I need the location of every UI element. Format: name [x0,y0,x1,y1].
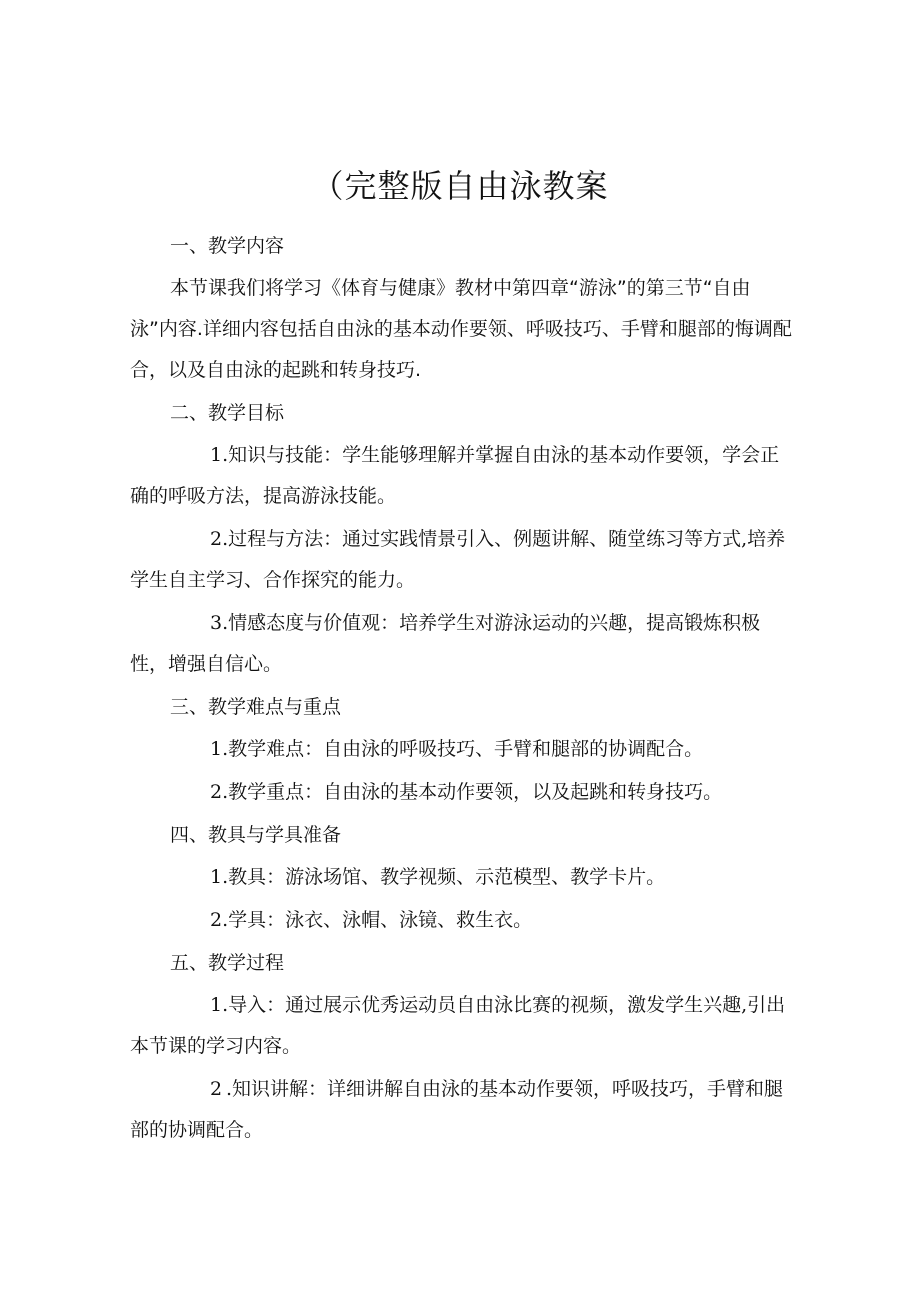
item-number: 2 [210,1078,223,1100]
section-heading: 二、教学目标 [170,402,285,424]
section-teaching-goals [130,393,796,685]
document-body [130,226,796,1153]
list-item [130,900,796,941]
document-title: （完整版自由泳教案 [311,167,609,205]
item-text: .教具：游泳场馆、教学视频、示范模型、教学卡片。 [222,866,666,888]
section-teaching-aids [130,815,796,941]
item-number: 2 [210,781,223,803]
list-item [130,772,796,813]
section-heading: 五、教学过程 [170,952,285,974]
item-number: 1 [210,994,223,1016]
item-text: .知识讲解：详细讲解自由泳的基本动作要领，呼吸技巧，手臂和腿部的协调配合。 [130,1078,784,1141]
item-number: 2 [210,528,223,550]
item-number: 2 [210,909,223,931]
list-item [130,603,796,685]
list-item [130,985,796,1067]
item-text: .教学难点：自由泳的呼吸技巧、手臂和腿部的协调配合。 [222,738,704,760]
item-text: .导入：通过展示优秀运动员自由泳比赛的视频，激发学生兴趣,引出本节课的学习内容。 [130,994,786,1057]
item-number: 1 [210,866,223,888]
section-paragraph: 本节课我们将学习《体育与健康》教材中第四章“游泳”的第三节“自由泳”内容.详细内容包括自由泳的基本动作要领、呼吸技巧、手臂和腿部的悔调配合，以及自由泳的起跳和转身技巧. [130,277,792,381]
item-text: .过程与方法：通过实践情景引入、例题讲解、随堂练习等方式,培养学生自主学习、合作探究的能力。 [130,528,786,591]
list-item [130,519,796,601]
list-item [130,435,796,517]
item-number: 3 [210,612,223,634]
section-heading: 一、教学内容 [170,235,285,257]
item-text: .教学重点：自由泳的基本动作要领，以及起跳和转身技巧。 [222,781,723,803]
item-text: .情感态度与价值观：培养学生对游泳运动的兴趣，提高锻炼积极性，增强自信心。 [130,612,761,675]
list-item [130,1069,796,1151]
item-text: .学具：泳衣、泳帽、泳镜、救生衣。 [222,909,533,931]
item-number: 1 [210,738,223,760]
list-item [130,857,796,898]
section-heading: 四、教具与学具准备 [170,824,342,846]
item-number: 1 [210,444,223,466]
section-teaching-content [130,226,796,391]
section-difficulties-key-points [130,687,796,813]
section-heading: 三、教学难点与重点 [170,696,342,718]
section-teaching-process [130,943,796,1151]
item-text: .知识与技能：学生能够理解并掌握自由泳的基本动作要领，学会正确的呼吸方法，提高游泳技能。 [130,444,780,507]
list-item [130,729,796,770]
